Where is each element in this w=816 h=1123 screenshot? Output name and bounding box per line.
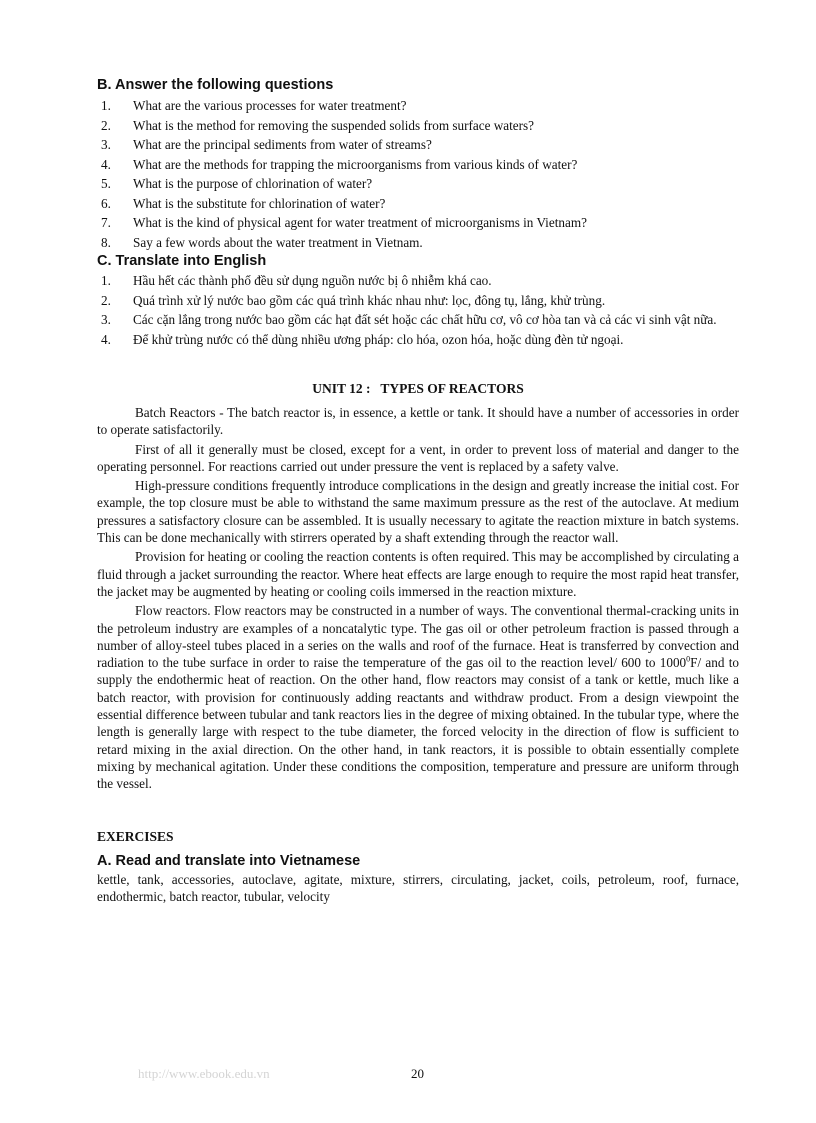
list-item (97, 116, 739, 136)
item-number: 1. (101, 273, 111, 288)
item-number: 8. (101, 234, 111, 250)
section-b-list (97, 96, 739, 252)
item-text: What are the various processes for water treatment? (133, 98, 407, 113)
list-item (97, 174, 739, 194)
item-number: 3. (101, 137, 111, 152)
list-item (97, 292, 739, 310)
paragraph-heating-cooling: Provision for heating or cooling the reaction contents is often required. This may be accomplished by circulating a fluid through a jacket surrounding the reactor. Where heat effects are large enough to require the most rapid heat transfer, the jacket may be augmented by heating or cooling coils immersed in the reaction mixture. (97, 549, 739, 599)
item-number: 7. (101, 215, 111, 230)
item-number: 6. (101, 195, 111, 211)
paragraph-flow-reactors (97, 602, 739, 792)
item-number: 2. (101, 292, 111, 308)
exercises-title: EXERCISES (97, 828, 174, 844)
list-item (97, 233, 739, 253)
paragraph-high-pressure: High-pressure conditions frequently introduce complications in the design and greatly increase the initial cost. For example, the top closure must be able to withstand the same maximum pressure as the rest of the autoclave. At medium pressures a satisfactory closure can be assembled. It is usually necessary to agitate the reaction mixture in batch systems. This can be done mechanically with stirrers operated by a shaft extending through the reactor wall. (97, 478, 739, 546)
list-item (97, 272, 739, 290)
item-number: 5. (101, 176, 111, 191)
item-text: Say a few words about the water treatment in Vietnam. (133, 234, 423, 250)
unit-title: UNIT 12 : TYPES OF REACTORS (312, 381, 524, 396)
item-text: Quá trình xử lý nước bao gồm các quá trình khác nhau như: lọc, đông tụ, lắng, khử trùng. (133, 292, 606, 308)
item-number: 2. (101, 117, 111, 133)
section-c-title: C. Translate into English (97, 253, 267, 269)
section-b-title: B. Answer the following questions (97, 77, 334, 93)
item-text: What is the substitute for chlorination of water? (133, 195, 386, 211)
section-a-title: A. Read and translate into Vietnamese (97, 852, 361, 869)
item-text: Các cặn lắng trong nước bao gồm các hạt đất sét hoặc các chất hữu cơ, vô cơ hòa tan và cả các vi sinh vật nữa. (133, 312, 717, 327)
item-number: 4. (101, 156, 111, 172)
item-number: 4. (101, 331, 111, 347)
item-text: What are the principal sediments from water of streams? (133, 137, 432, 152)
section-c-list (97, 272, 739, 348)
list-item (97, 96, 739, 116)
list-item (97, 135, 739, 155)
paragraph-closure: First of all it generally must be closed, except for a vent, in order to prevent loss of material and danger to the operating personnel. For reactions carried out under pressure the vent is replaced by a safety valve. (97, 441, 739, 474)
list-item (97, 194, 739, 214)
page-content (97, 76, 739, 906)
vocabulary-list: kettle, tank, accessories, autoclave, agitate, mixture, stirrers, circulating, jacket, coils, petroleum, roof, furnace, endothermic, batch reactor, tubular, velocity (97, 871, 739, 905)
list-item (97, 213, 739, 233)
footer-url-watermark: http://www.ebook.edu.vn (138, 1066, 270, 1081)
item-number: 3. (101, 312, 111, 327)
item-text: What is the method for removing the suspended solids from surface waters? (133, 117, 535, 133)
list-item (97, 311, 739, 329)
list-item (97, 155, 739, 175)
item-text: What is the kind of physical agent for water treatment of microorganisms in Vietnam? (133, 215, 587, 230)
page-number: 20 (411, 1066, 424, 1081)
degree-superscript: 0 (686, 654, 691, 664)
item-text: What is the purpose of chlorination of water? (133, 176, 373, 191)
paragraph-batch-reactors: Batch Reactors - The batch reactor is, in essence, a kettle or tank. It should have a number of accessories in order to operate satisfactorily. (97, 405, 739, 438)
item-text: Hầu hết các thành phố đều sử dụng nguồn nước bị ô nhiễm khá cao. (133, 273, 492, 288)
item-text: Để khử trùng nước có thể dùng nhiều ương pháp: clo hóa, ozon hóa, hoặc dùng đèn tử ngoại. (133, 331, 624, 347)
item-number: 1. (101, 98, 111, 113)
item-text: What are the methods for trapping the microorganisms from various kinds of water? (133, 156, 578, 172)
flow-text-before: Flow reactors. Flow reactors may be constructed in a number of ways. The conventional thermal-cracking units in the petroleum industry are examples of a noncatalytic type. The gas oil or other petroleum fraction is passed through a number of alloy-steel tubes placed in a series on the walls and roof of the furnace. Heat is transferred by convection and radiation to the tube surface in order to raise the temperature of the gas oil to the reaction level/ 600 to 1000 (97, 603, 739, 671)
flow-text-after: F/ and to supply the endothermic heat of reaction. On the other hand, flow reactors may consist of a tank or kettle, much like a batch reactor, with provision for continuously adding reactants and withdraw product. From a design viewpoint the essential difference between tubular and tank reactors lies in the degree of mixing obtained. In the tubular type, where the length is generally large with respect to the tube diameter, the forced velocity in the direction of flow is sufficient to retard mixing in the axial direction. On the other hand, in tank reactors, it is possible to obtain essentially complete mixing by mechanical agitation. Under these conditions the composition, temperature and pressure are uniform through the vessel. (97, 655, 739, 792)
list-item (97, 331, 739, 349)
